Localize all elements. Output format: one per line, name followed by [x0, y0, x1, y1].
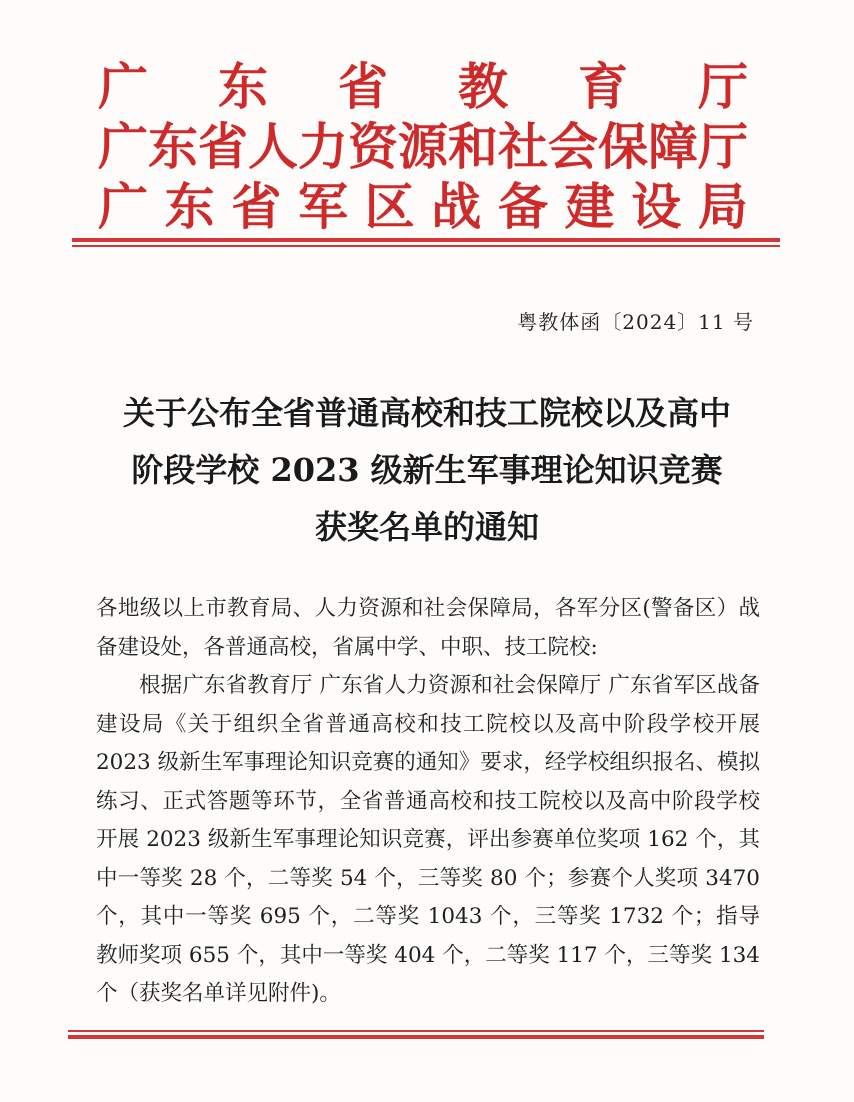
- issuer-char: 设: [631, 177, 682, 236]
- issuer-char: 厅: [698, 57, 748, 116]
- issuer-char: 人: [248, 117, 298, 176]
- document-title: [80, 385, 774, 556]
- issuer-char: 资: [348, 117, 398, 176]
- issuer-char: 广: [98, 117, 148, 176]
- body-paragraph: 根据广东省教育厅 广东省人力资源和社会保障厅 广东省军区战备建设局《关于组织全省普通高校和技工院校以及高中阶段学校开展 2023 级新生军事理论知识竞赛的通知》要求，经学校组织报名、模拟练习、正式答题等环节，全省普通高校和技工院校以及高中阶段学校开展 2023 级新生军事理论知识竞赛，评出参赛单位奖项 162 个，其中一等奖 28 个，二等奖 54 个，三等奖 80 个；参赛个人奖项 3470 个，其中一等奖 695 个，二等奖 1043 个，三等奖 1732 个；指导教师奖项 655 个，其中一等奖 404 个，二等奖 117 个，三等奖 134 个（获奖名单详见附件)。: [96, 673, 760, 1006]
- header-red-rule: [72, 238, 780, 247]
- issuer-char: 和: [448, 117, 498, 176]
- issuer-char: 战: [431, 177, 482, 236]
- issuer-char: 建: [564, 177, 615, 236]
- issuer-char: 育: [578, 57, 628, 116]
- salutation: 各地级以上市教育局、人力资源和社会保障局，各军分区(警备区）战备建设处，各普通高校，省属中学、中职、技工院校:: [96, 596, 760, 660]
- document-number: 粤教体函〔2024〕11 号: [517, 310, 754, 334]
- issuer-education-department: [98, 58, 748, 118]
- issuer-hrss-department: [98, 118, 748, 178]
- issuer-char: 会: [548, 117, 598, 176]
- document-body: [96, 590, 760, 1014]
- issuer-char: 省: [231, 177, 282, 236]
- issuer-char: 东: [148, 117, 198, 176]
- issuer-char: 区: [364, 177, 415, 236]
- title-line: 阶段学校 2023 级新生军事理论知识竞赛: [131, 451, 723, 489]
- issuer-char: 厅: [698, 117, 748, 176]
- issuer-char: 教: [458, 57, 508, 116]
- footer-red-rule: [68, 1030, 764, 1039]
- issuer-char: 东: [218, 57, 268, 116]
- issuer-char: 局: [697, 177, 748, 236]
- issuer-char: 广: [98, 177, 148, 236]
- issuer-char: 军: [297, 177, 348, 236]
- issuer-char: 障: [648, 117, 698, 176]
- issuer-char: 保: [598, 117, 648, 176]
- issuer-char: 源: [398, 117, 448, 176]
- issuer-char: 省: [338, 57, 388, 116]
- issuing-authorities: [98, 58, 748, 238]
- issuer-char: 广: [98, 57, 148, 116]
- issuer-char: 东: [164, 177, 215, 236]
- issuer-military-district-bureau: [98, 178, 748, 238]
- issuer-char: 力: [298, 117, 348, 176]
- title-line: 关于公布全省普通高校和技工院校以及高中: [122, 394, 731, 432]
- issuer-char: 省: [198, 117, 248, 176]
- issuer-char: 社: [498, 117, 548, 176]
- title-line: 获奖名单的通知: [314, 508, 539, 546]
- issuer-char: 备: [497, 177, 548, 236]
